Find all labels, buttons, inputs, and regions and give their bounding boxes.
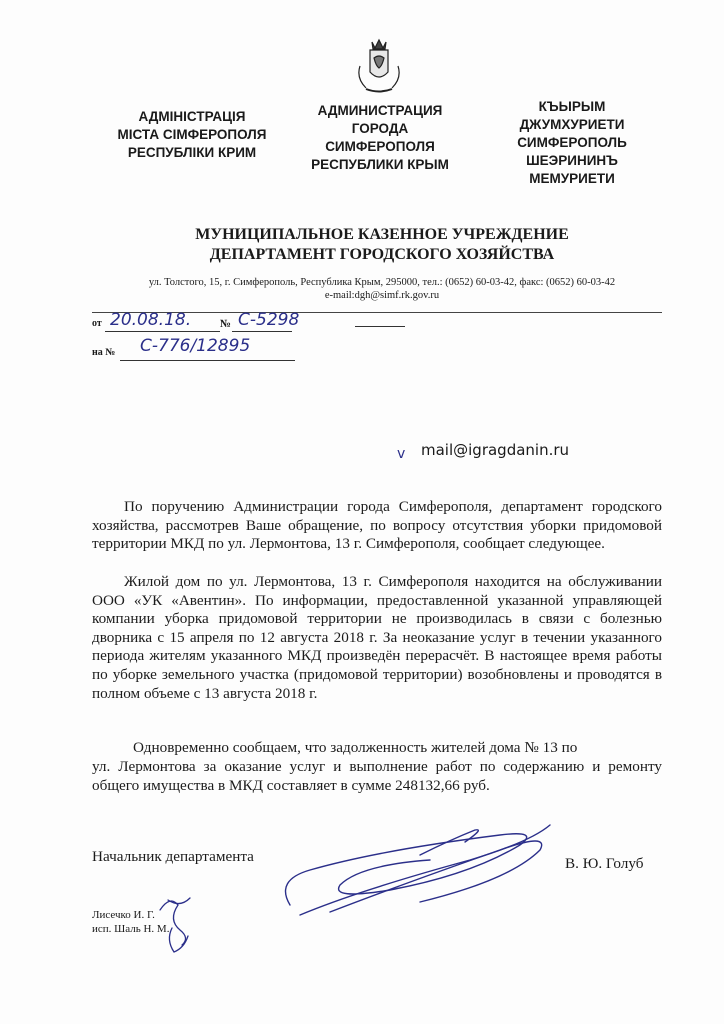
department-address <box>0 276 724 302</box>
body-paragraph-3-first-line: Одновременно сообщаем, что задолженность жителей дома № 13 по <box>133 739 578 756</box>
department-name <box>20 225 724 265</box>
header-crh-line: ДЖУМХУРИЕТИ <box>519 117 625 132</box>
header-rus-line: ГОРОДА <box>351 121 409 136</box>
header-crh-line: СИМФЕРОПОЛЬ <box>517 135 627 150</box>
extra-line <box>355 326 405 327</box>
recipient-email: mail@igragdanin.ru <box>421 441 570 459</box>
header-rus-line: РЕСПУБЛИКИ КРЫМ <box>311 157 449 172</box>
crimea-coat-of-arms-emblem <box>352 36 406 94</box>
ot-date-handwritten: 20.08.18. <box>110 310 192 330</box>
body-paragraph-3-rest: ул. Лермонтова за оказание услуг и выполнение работ по содержанию и ремонту общего имущества в МКД составляет в сумме 248132,66 руб. <box>92 758 662 794</box>
no-value-handwritten: С-5298 <box>238 310 300 330</box>
na-underline <box>120 360 295 361</box>
header-ukr-line: АДМІНІСТРАЦІЯ <box>138 109 246 124</box>
ot-label: от <box>92 318 102 329</box>
signatory-name: В. Ю. Голуб <box>565 855 644 872</box>
email-line: e-mail:dgh@simf.rk.gov.ru <box>324 290 440 301</box>
header-rus-line: АДМИНИСТРАЦИЯ <box>317 103 443 118</box>
header-crimean-tatar <box>497 98 647 188</box>
department-line1: МУНИЦИПАЛЬНОЕ КАЗЕННОЕ УЧРЕЖДЕНИЕ <box>195 226 569 243</box>
header-crh-line: ШЕЭРИНИНЪ <box>526 153 618 168</box>
executor-line: Лисечко И. Г. <box>92 909 155 921</box>
no-label: № <box>220 318 232 330</box>
header-crh-line: КЪЫРЫМ <box>538 99 606 114</box>
na-value-handwritten: С-776/12895 <box>140 336 251 356</box>
na-label: на № <box>92 347 116 358</box>
no-underline <box>232 331 292 332</box>
executor-line: исп. Шаль Н. М. <box>92 923 170 935</box>
header-crh-line: МЕМУРИЕТИ <box>529 171 615 186</box>
signatory-title: Начальник департамента <box>92 848 254 865</box>
header-ukr-line: МІСТА СІМФЕРОПОЛЯ <box>117 127 267 142</box>
address-line: ул. Толстого, 15, г. Симферополь, Республика Крым, 295000, тел.: (0652) 60-03-42, факс: (0652) 60-03-42 <box>148 277 616 288</box>
body-paragraph-2: Жилой дом по ул. Лермонтова, 13 г. Симферополя находится на обслуживании ООО «УК «Авентин». По информации, предоставленной указанной управляющей компании уборка придомовой территории не производилась в связи с болезнью дворника с 15 апреля по 12 августа 2018 г. За неоказание услуг в течении указанного периода жителям указанного МКД произведён перерасчёт. В настоящее время работы по уборке земельного участка (придомовой территории) возобновлены и проводятся в полном объеме с 13 августа 2018 г. <box>92 573 662 702</box>
handwritten-signature <box>270 820 570 930</box>
department-line2: ДЕПАРТАМЕНТ ГОРОДСКОГО ХОЗЯЙСТВА <box>209 246 555 263</box>
body-paragraph-1: По поручению Администрации города Симферополя, департамент городского хозяйства, рассмотрев Ваше обращение, по вопросу отсутствия уборки придомовой территории МКД по ул. Лермонтова, 13 г. Симферополя, сообщает следующее. <box>92 498 662 553</box>
initials-scribble <box>150 890 200 960</box>
header-rus-line: СИМФЕРОПОЛЯ <box>325 139 435 154</box>
header-ukrainian <box>92 108 292 162</box>
ot-underline <box>105 331 220 332</box>
recipient-checkmark: v <box>397 446 406 462</box>
header-russian <box>290 102 470 174</box>
header-ukr-line: РЕСПУБЛІКИ КРИМ <box>127 145 257 160</box>
